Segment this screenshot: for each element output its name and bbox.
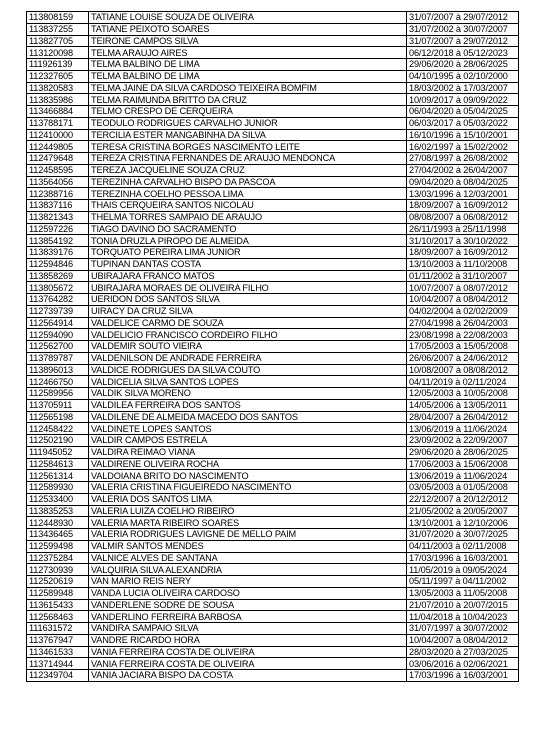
- period-cell: 16/02/1997 à 15/02/2002: [407, 141, 519, 153]
- record-id-cell: 112533400: [27, 493, 89, 505]
- person-name-cell: TUPINAN DANTAS COSTA: [89, 258, 407, 270]
- table-row: [27, 305, 519, 317]
- period-cell: 22/12/2007 à 20/12/2012: [407, 493, 519, 505]
- record-id-cell: 113615433: [27, 599, 89, 611]
- record-id-cell: 113835986: [27, 94, 89, 106]
- table-row: [27, 517, 519, 529]
- table-row: [27, 540, 519, 552]
- person-name-cell: TEIRONE CAMPOS SILVA: [89, 35, 407, 47]
- person-name-cell: VANDIRA SAMPAIO SILVA: [89, 623, 407, 635]
- person-name-cell: TELMA BALBINO DE LIMA: [89, 70, 407, 82]
- record-id-cell: 113120098: [27, 47, 89, 59]
- table-row: [27, 188, 519, 200]
- period-cell: 13/06/2019 à 11/06/2024: [407, 470, 519, 482]
- record-id-cell: 112410000: [27, 129, 89, 141]
- period-cell: 04/11/2019 à 02/11/2024: [407, 376, 519, 388]
- table-row: [27, 552, 519, 564]
- person-name-cell: TEREZINHA COELHO PESSOA LIMA: [89, 188, 407, 200]
- record-id-cell: 113764282: [27, 294, 89, 306]
- table-row: [27, 446, 519, 458]
- record-id-cell: 112589948: [27, 587, 89, 599]
- record-id-cell: 112568463: [27, 611, 89, 623]
- period-cell: 10/08/2007 à 08/08/2012: [407, 364, 519, 376]
- record-id-cell: 113827705: [27, 35, 89, 47]
- records-table-body: [27, 12, 519, 682]
- table-row: [27, 411, 519, 423]
- table-row: [27, 12, 519, 24]
- table-row: [27, 200, 519, 212]
- person-name-cell: THELMA TORRES SAMPAIO DE ARAUJO: [89, 211, 407, 223]
- person-name-cell: VAN MARIO REIS NERY: [89, 576, 407, 588]
- table-row: [27, 59, 519, 71]
- person-name-cell: TERESA CRISTINA BORGES NASCIMENTO LEITE: [89, 141, 407, 153]
- record-id-cell: 112375284: [27, 552, 89, 564]
- person-name-cell: TELMA JAINE DA SILVA CARDOSO TEIXEIRA BOMFIM: [89, 82, 407, 94]
- person-name-cell: TONIA DRUZLA PIROPO DE ALMEIDA: [89, 235, 407, 247]
- record-id-cell: 112589930: [27, 482, 89, 494]
- person-name-cell: VALERIA DOS SANTOS LIMA: [89, 493, 407, 505]
- period-cell: 27/04/2002 à 26/04/2007: [407, 164, 519, 176]
- period-cell: 18/03/2002 à 17/03/2007: [407, 82, 519, 94]
- table-row: [27, 176, 519, 188]
- record-id-cell: 112327605: [27, 70, 89, 82]
- period-cell: 26/06/2007 à 24/06/2012: [407, 352, 519, 364]
- person-name-cell: THAIS CERQUEIRA SANTOS NICOLAU: [89, 200, 407, 212]
- table-row: [27, 352, 519, 364]
- record-id-cell: 112502190: [27, 435, 89, 447]
- record-id-cell: 112349704: [27, 670, 89, 682]
- table-row: [27, 117, 519, 129]
- record-id-cell: 112520619: [27, 576, 89, 588]
- record-id-cell: 113808159: [27, 12, 89, 24]
- record-id-cell: 112564914: [27, 317, 89, 329]
- table-row: [27, 376, 519, 388]
- table-row: [27, 282, 519, 294]
- person-name-cell: VALDIR CAMPOS ESTRELA: [89, 435, 407, 447]
- period-cell: 28/03/2020 à 27/03/2025: [407, 646, 519, 658]
- table-row: [27, 646, 519, 658]
- period-cell: 06/03/2017 à 05/03/2022: [407, 117, 519, 129]
- person-name-cell: VANDA LUCIA OLIVEIRA CARDOSO: [89, 587, 407, 599]
- table-row: [27, 670, 519, 682]
- person-name-cell: VALDEMIR SOUTO VIEIRA: [89, 341, 407, 353]
- period-cell: 17/03/1996 à 16/03/2001: [407, 552, 519, 564]
- period-cell: 14/05/2006 à 13/05/2011: [407, 399, 519, 411]
- person-name-cell: VALNICE ALVES DE SANTANA: [89, 552, 407, 564]
- record-id-cell: 113466884: [27, 106, 89, 118]
- person-name-cell: VALERIA MARTA RIBEIRO SOARES: [89, 517, 407, 529]
- table-row: [27, 47, 519, 59]
- person-name-cell: VANDERLENE SODRE DE SOUSA: [89, 599, 407, 611]
- record-id-cell: 113767947: [27, 634, 89, 646]
- period-cell: 04/10/1995 à 02/10/2000: [407, 70, 519, 82]
- person-name-cell: VALDOIANA BRITO DO NASCIMENTO: [89, 470, 407, 482]
- table-row: [27, 270, 519, 282]
- record-id-cell: 112561314: [27, 470, 89, 482]
- record-id-cell: 111926139: [27, 59, 89, 71]
- table-row: [27, 223, 519, 235]
- record-id-cell: 112458595: [27, 164, 89, 176]
- period-cell: 13/05/2003 à 11/05/2008: [407, 587, 519, 599]
- person-name-cell: VALMIR SANTOS MENDES: [89, 540, 407, 552]
- person-name-cell: TELMO CRESPO DE CERQUEIRA: [89, 106, 407, 118]
- record-id-cell: 113564056: [27, 176, 89, 188]
- person-name-cell: VALERIA CRISTINA FIGUEIREDO NASCIMENTO: [89, 482, 407, 494]
- record-id-cell: 112594090: [27, 329, 89, 341]
- table-row: [27, 388, 519, 400]
- person-name-cell: VANDRE RICARDO HORA: [89, 634, 407, 646]
- period-cell: 03/06/2016 à 02/06/2021: [407, 658, 519, 670]
- person-name-cell: TEREZA CRISTINA FERNANDES DE ARAUJO MENDONCA: [89, 153, 407, 165]
- period-cell: 04/11/2003 à 02/11/2008: [407, 540, 519, 552]
- period-cell: 13/10/2003 à 11/10/2008: [407, 258, 519, 270]
- record-id-cell: 112448930: [27, 517, 89, 529]
- table-row: [27, 141, 519, 153]
- record-id-cell: 111631572: [27, 623, 89, 635]
- record-id-cell: 113789787: [27, 352, 89, 364]
- period-cell: 12/05/2003 à 10/05/2008: [407, 388, 519, 400]
- table-row: [27, 423, 519, 435]
- table-row: [27, 458, 519, 470]
- table-row: [27, 658, 519, 670]
- record-id-cell: 112599498: [27, 540, 89, 552]
- table-row: [27, 435, 519, 447]
- table-row: [27, 611, 519, 623]
- table-row: [27, 82, 519, 94]
- period-cell: 21/07/2010 à 20/07/2015: [407, 599, 519, 611]
- record-id-cell: 112466750: [27, 376, 89, 388]
- table-row: [27, 129, 519, 141]
- record-id-cell: 112589956: [27, 388, 89, 400]
- period-cell: 10/04/2007 à 08/04/2012: [407, 634, 519, 646]
- period-cell: 31/07/2002 à 30/07/2007: [407, 23, 519, 35]
- table-row: [27, 576, 519, 588]
- period-cell: 03/05/2003 à 01/05/2008: [407, 482, 519, 494]
- person-name-cell: VALDELICE CARMO DE SOUZA: [89, 317, 407, 329]
- person-name-cell: VALDIRA REIMAO VIANA: [89, 446, 407, 458]
- person-name-cell: UBIRAJARA MORAES DE OLIVEIRA FILHO: [89, 282, 407, 294]
- period-cell: 27/04/1998 à 26/04/2003: [407, 317, 519, 329]
- period-cell: 04/02/2004 à 02/02/2009: [407, 305, 519, 317]
- record-id-cell: 113461533: [27, 646, 89, 658]
- person-name-cell: TIAGO DAVINO DO SACRAMENTO: [89, 223, 407, 235]
- person-name-cell: TEODULO RODRIGUES CARVALHO JUNIOR: [89, 117, 407, 129]
- period-cell: 23/08/1998 à 22/08/2003: [407, 329, 519, 341]
- table-row: [27, 587, 519, 599]
- record-id-cell: 112479648: [27, 153, 89, 165]
- period-cell: 11/05/2019 à 09/05/2024: [407, 564, 519, 576]
- period-cell: 13/06/2019 à 11/06/2024: [407, 423, 519, 435]
- table-row: [27, 317, 519, 329]
- table-row: [27, 634, 519, 646]
- record-id-cell: 112584613: [27, 458, 89, 470]
- period-cell: 05/11/1997 à 04/11/2002: [407, 576, 519, 588]
- person-name-cell: VALDICE RODRIGUES DA SILVA COUTO: [89, 364, 407, 376]
- table-row: [27, 35, 519, 47]
- record-id-cell: 113835253: [27, 505, 89, 517]
- period-cell: 17/06/2003 à 15/06/2008: [407, 458, 519, 470]
- period-cell: 06/04/2020 à 05/04/2025: [407, 106, 519, 118]
- record-id-cell: 113805672: [27, 282, 89, 294]
- period-cell: 13/10/2001 à 12/10/2006: [407, 517, 519, 529]
- record-id-cell: 113858269: [27, 270, 89, 282]
- record-id-cell: 111945052: [27, 446, 89, 458]
- table-row: [27, 258, 519, 270]
- table-row: [27, 153, 519, 165]
- table-row: [27, 470, 519, 482]
- person-name-cell: TERCILIA ESTER MANGABINHA DA SILVA: [89, 129, 407, 141]
- record-id-cell: 112449805: [27, 141, 89, 153]
- period-cell: 10/07/2007 à 08/07/2012: [407, 282, 519, 294]
- record-id-cell: 112739739: [27, 305, 89, 317]
- record-id-cell: 113714944: [27, 658, 89, 670]
- record-id-cell: 113820583: [27, 82, 89, 94]
- period-cell: 01/11/2002 à 31/10/2007: [407, 270, 519, 282]
- table-row: [27, 564, 519, 576]
- person-name-cell: VALDINETE LOPES SANTOS: [89, 423, 407, 435]
- table-row: [27, 23, 519, 35]
- table-row: [27, 329, 519, 341]
- person-name-cell: VALDICELIA SILVA SANTOS LOPES: [89, 376, 407, 388]
- period-cell: 09/04/2020 à 08/04/2025: [407, 176, 519, 188]
- period-cell: 26/11/1993 à 25/11/1998: [407, 223, 519, 235]
- period-cell: 28/04/2007 à 26/04/2012: [407, 411, 519, 423]
- person-name-cell: TELMA BALBINO DE LIMA: [89, 59, 407, 71]
- period-cell: 13/03/1996 à 12/03/2001: [407, 188, 519, 200]
- record-id-cell: 113705911: [27, 399, 89, 411]
- table-row: [27, 294, 519, 306]
- record-id-cell: 112388716: [27, 188, 89, 200]
- person-name-cell: TATIANE PEIXOTO SOARES: [89, 23, 407, 35]
- person-name-cell: VANIA FERREIRA COSTA DE OLIVEIRA: [89, 658, 407, 670]
- table-row: [27, 482, 519, 494]
- person-name-cell: TEREZINHA CARVALHO BISPO DA PASCOA: [89, 176, 407, 188]
- period-cell: 10/09/2017 à 09/09/2022: [407, 94, 519, 106]
- person-name-cell: TELMA RAIMUNDA BRITTO DA CRUZ: [89, 94, 407, 106]
- period-cell: 21/05/2002 à 20/05/2007: [407, 505, 519, 517]
- record-id-cell: 113837116: [27, 200, 89, 212]
- record-id-cell: 113837255: [27, 23, 89, 35]
- person-name-cell: UBIRAJARA FRANCO MATOS: [89, 270, 407, 282]
- person-name-cell: UIRACY DA CRUZ SILVA: [89, 305, 407, 317]
- person-name-cell: VALDELICIO FRANCISCO CORDEIRO FILHO: [89, 329, 407, 341]
- record-id-cell: 113854192: [27, 235, 89, 247]
- period-cell: 16/10/1996 à 15/10/2001: [407, 129, 519, 141]
- person-name-cell: VALDILENE DE ALMEIDA MACEDO DOS SANTOS: [89, 411, 407, 423]
- period-cell: 29/06/2020 à 28/06/2025: [407, 59, 519, 71]
- period-cell: 18/09/2007 à 16/09/2012: [407, 200, 519, 212]
- person-name-cell: TEREZA JACQUELINE SOUZA CRUZ: [89, 164, 407, 176]
- period-cell: 10/04/2007 à 08/04/2012: [407, 294, 519, 306]
- table-row: [27, 364, 519, 376]
- period-cell: 18/09/2007 à 16/09/2012: [407, 247, 519, 259]
- period-cell: 17/05/2003 à 15/05/2008: [407, 341, 519, 353]
- record-id-cell: 113821343: [27, 211, 89, 223]
- record-id-cell: 112597226: [27, 223, 89, 235]
- record-id-cell: 112562700: [27, 341, 89, 353]
- period-cell: 06/12/2018 à 05/12/2023: [407, 47, 519, 59]
- table-row: [27, 505, 519, 517]
- table-row: [27, 94, 519, 106]
- person-name-cell: TELMA ARAUJO AIRES: [89, 47, 407, 59]
- table-row: [27, 106, 519, 118]
- record-id-cell: 112730939: [27, 564, 89, 576]
- period-cell: 23/09/2002 à 22/09/2007: [407, 435, 519, 447]
- period-cell: 31/07/2020 à 30/07/2025: [407, 529, 519, 541]
- record-id-cell: 112565198: [27, 411, 89, 423]
- person-name-cell: VALDIRENE OLIVEIRA ROCHA: [89, 458, 407, 470]
- person-name-cell: TORQUATO PEREIRA LIMA JUNIOR: [89, 247, 407, 259]
- person-name-cell: VANIA FERREIRA COSTA DE OLIVEIRA: [89, 646, 407, 658]
- record-id-cell: 113788171: [27, 117, 89, 129]
- period-cell: 31/07/2007 à 29/07/2012: [407, 35, 519, 47]
- person-name-cell: VALQUIRIA SILVA ALEXANDRIA: [89, 564, 407, 576]
- person-name-cell: VALDENILSON DE ANDRADE FERREIRA: [89, 352, 407, 364]
- table-row: [27, 247, 519, 259]
- person-name-cell: VANIA JACIARA BISPO DA COSTA: [89, 670, 407, 682]
- period-cell: 29/06/2020 à 28/06/2025: [407, 446, 519, 458]
- table-row: [27, 235, 519, 247]
- table-row: [27, 599, 519, 611]
- period-cell: 31/07/1997 à 30/07/2002: [407, 623, 519, 635]
- table-row: [27, 529, 519, 541]
- person-name-cell: UERIDON DOS SANTOS SILVA: [89, 294, 407, 306]
- table-row: [27, 211, 519, 223]
- period-cell: 08/08/2007 à 06/08/2012: [407, 211, 519, 223]
- record-id-cell: 113839176: [27, 247, 89, 259]
- period-cell: 17/03/1996 à 16/03/2001: [407, 670, 519, 682]
- person-name-cell: VALERIA RODRIGUES LAVIGNE DE MELLO PAIM: [89, 529, 407, 541]
- table-row: [27, 493, 519, 505]
- person-name-cell: VALDIK SILVA MORENO: [89, 388, 407, 400]
- table-row: [27, 341, 519, 353]
- record-id-cell: 113896013: [27, 364, 89, 376]
- person-name-cell: VANDERLINO FERREIRA BARBOSA: [89, 611, 407, 623]
- record-id-cell: 113436465: [27, 529, 89, 541]
- period-cell: 31/07/2007 à 29/07/2012: [407, 12, 519, 24]
- person-name-cell: VALERIA LUIZA COELHO RIBEIRO: [89, 505, 407, 517]
- table-row: [27, 70, 519, 82]
- person-name-cell: VALDILEA FERREIRA DOS SANTOS: [89, 399, 407, 411]
- period-cell: 11/04/2018 à 10/04/2023: [407, 611, 519, 623]
- record-id-cell: 112458422: [27, 423, 89, 435]
- record-id-cell: 112594846: [27, 258, 89, 270]
- table-row: [27, 399, 519, 411]
- records-table: [26, 11, 519, 682]
- period-cell: 31/10/2017 à 30/10/2022: [407, 235, 519, 247]
- person-name-cell: TATIANE LOUISE SOUZA DE OLIVEIRA: [89, 12, 407, 24]
- table-row: [27, 623, 519, 635]
- period-cell: 27/08/1997 à 26/08/2002: [407, 153, 519, 165]
- table-row: [27, 164, 519, 176]
